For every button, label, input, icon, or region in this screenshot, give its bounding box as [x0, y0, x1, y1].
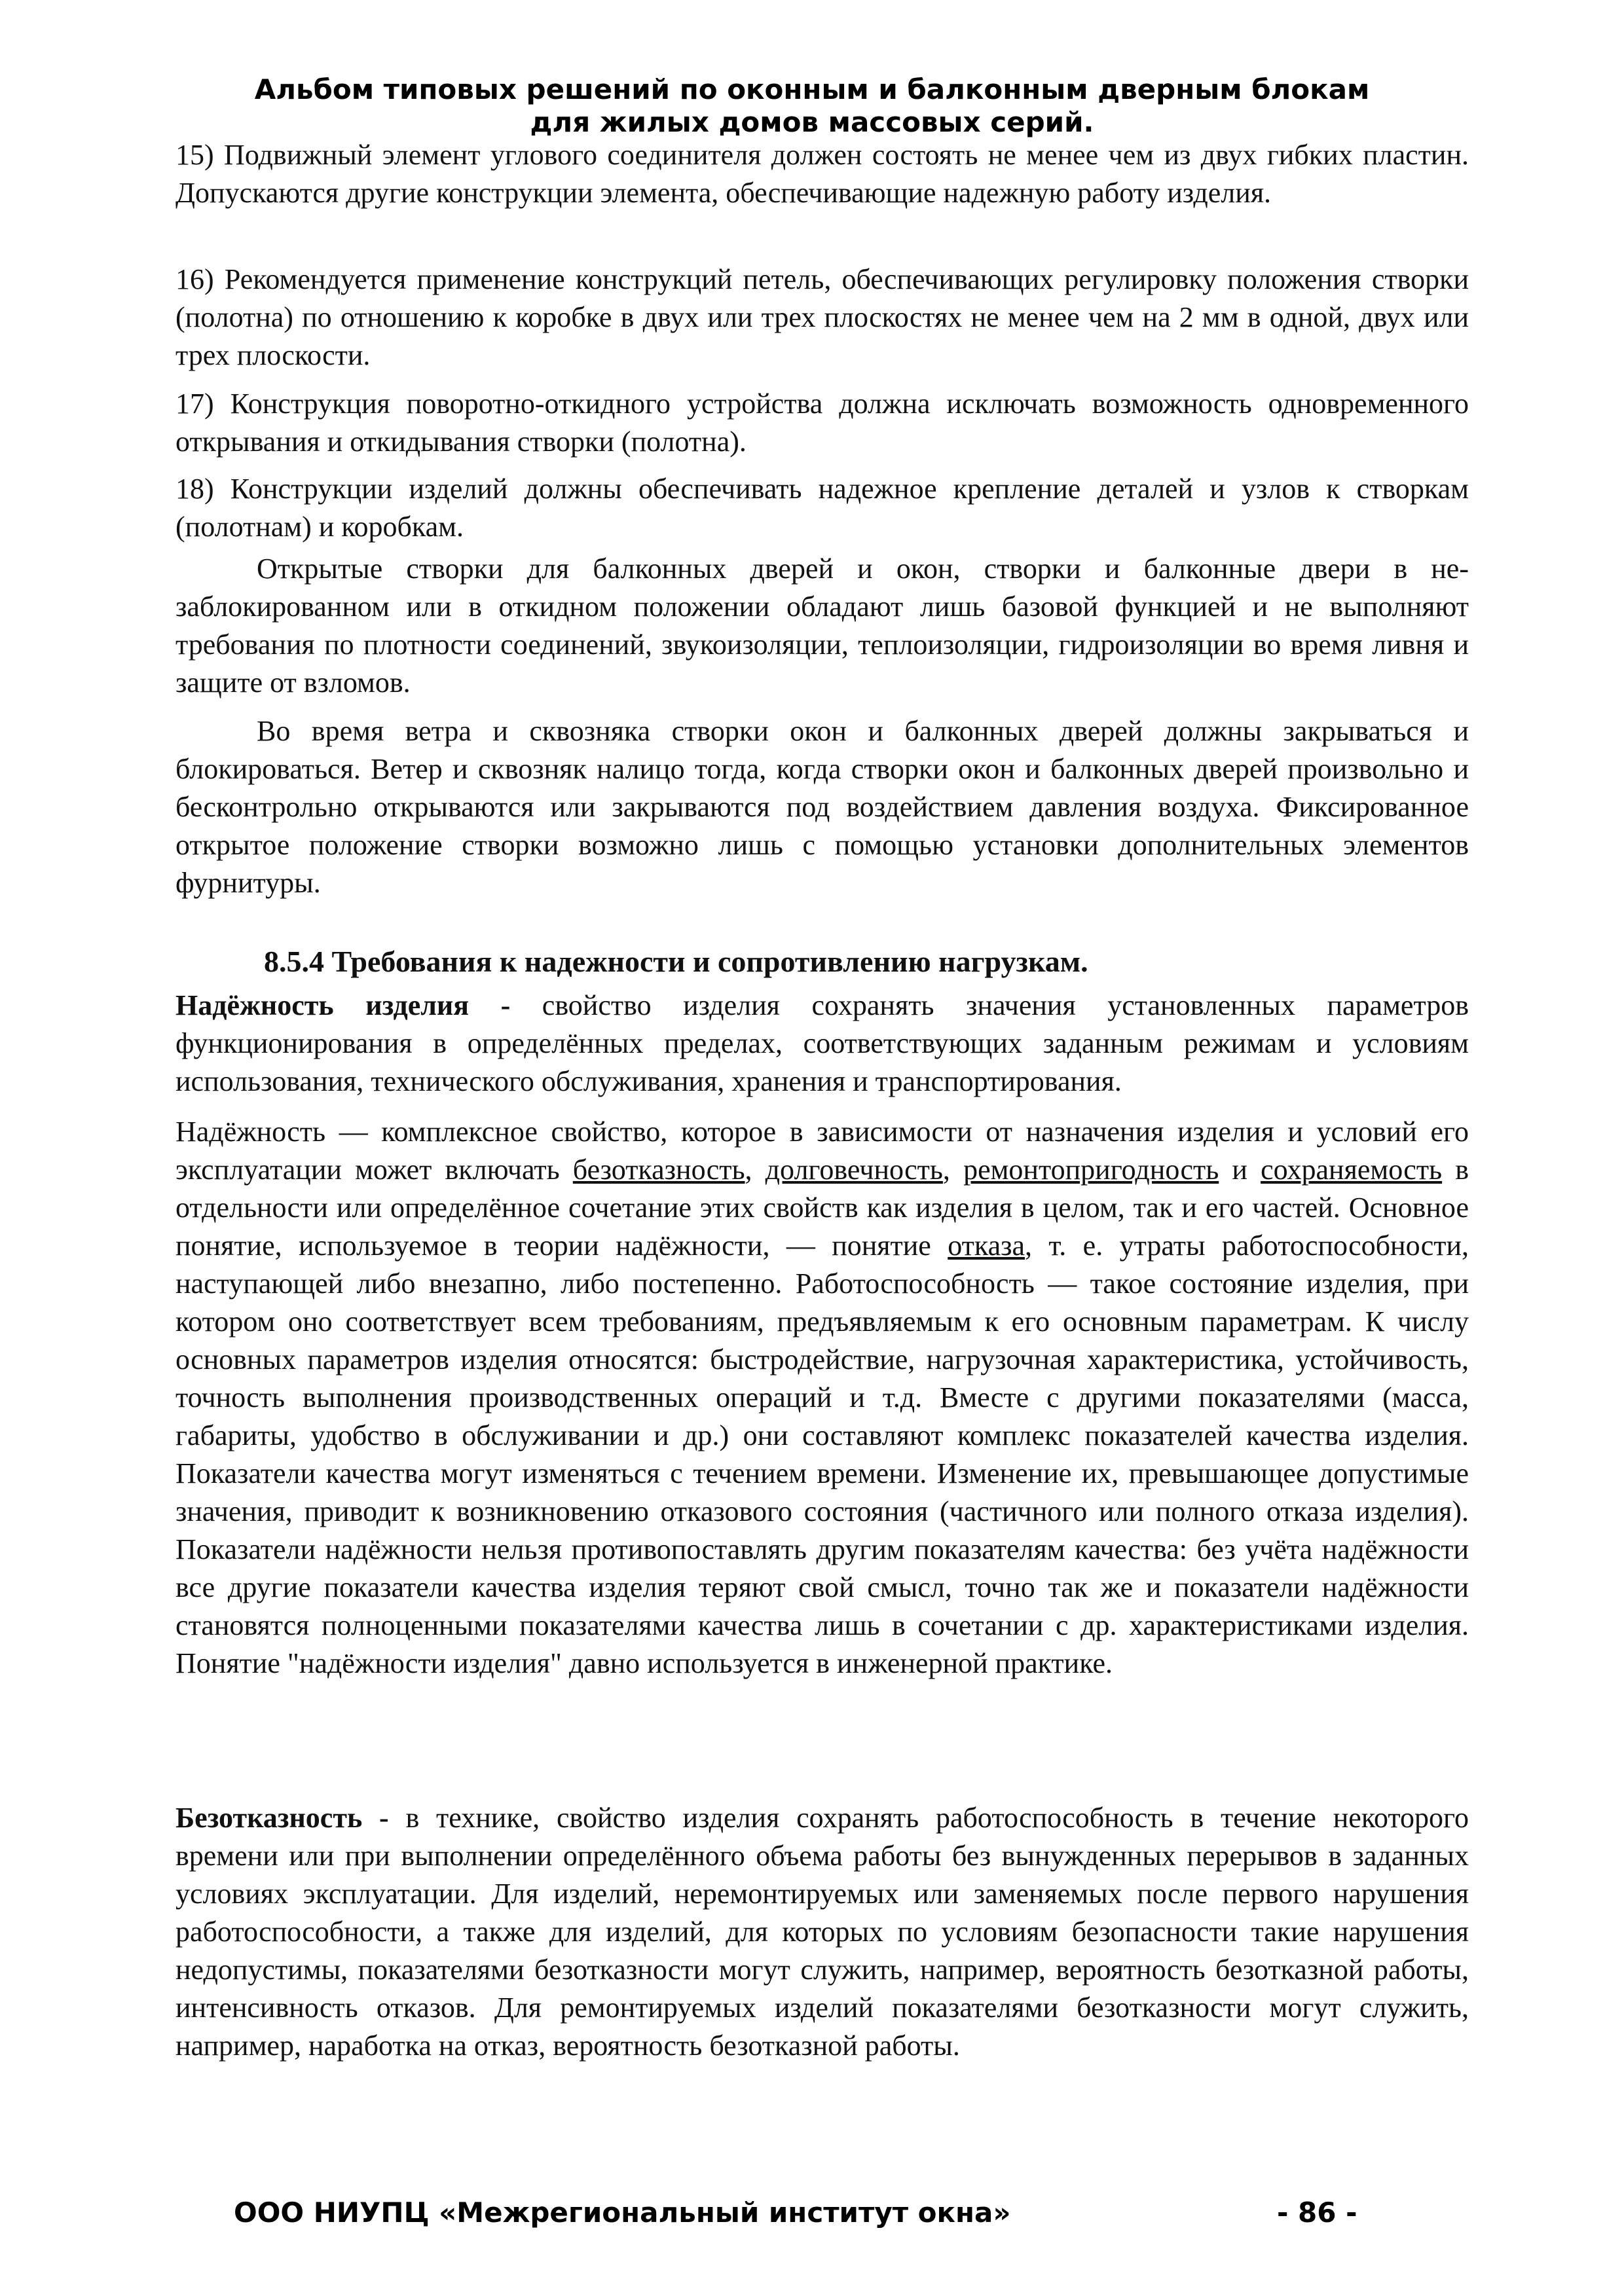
reliability-definition-text: свойство изделия сохранять значения установленных параметров функционирования в определённых пределах, соответствующих заданным режимам и условиям использования, технического обслуживания, хранения и транспортирования.: [175, 989, 1469, 1097]
page-number: - 86 -: [1277, 2196, 1357, 2229]
header-title-line2: для жилых домов массовых серий.: [530, 106, 1094, 138]
p2-text-2: в отдельности или определённое сочетание этих свойств как изделия в целом, так и его частей. Основное понятие, используемое в теории надёжности, — понятие: [175, 1154, 1469, 1262]
link-remontoprigodnost[interactable]: ремонтопригодность: [963, 1154, 1219, 1186]
link-otkaz[interactable]: отказа: [948, 1230, 1025, 1262]
link-sokhranyaemost[interactable]: сохраняемость: [1261, 1154, 1443, 1186]
header-title-line1: Альбом типовых решений по оконным и балконным дверным блокам: [254, 73, 1370, 105]
paragraph-open-sashes: Открытые створки для балконных дверей и окон, створки и балконные двери в не-заблокированном или в откидном положении обладают лишь базовой функцией и не выполняют требования по плотности соединений, звукоизоляции, теплоизоляции, гидроизоляции во время ливня и защите от взломов.: [175, 553, 1469, 699]
term-bezotkaznost: Безотказность -: [175, 1802, 389, 1834]
list-item-15: 15) Подвижный элемент углового соединителя должен состоять не менее чем из двух гибких пластин. Допускаются другие конструкции элемента, обеспечивающие надежную работу изделия.: [175, 139, 1469, 209]
term-reliability: Надёжность изделия -: [175, 989, 511, 1021]
paragraph-reliability-complex: [175, 1113, 1469, 1683]
footer-organization: ООО НИУПЦ «Межрегиональный институт окна»: [234, 2196, 1011, 2229]
page-header: [0, 73, 1624, 139]
list-item-16: 16) Рекомендуется применение конструкций петель, обеспечивающих регулировку положения створки (полотна) по отношению к коробке в двух или трех плоскостях не менее чем на 2 мм в одной, двух или трех плоскости.: [175, 263, 1469, 371]
section-heading: 8.5.4 Требования к надежности и сопротивлению нагрузкам.: [264, 945, 1088, 978]
p2-sep-3: и: [1219, 1154, 1261, 1186]
list-item-18: 18) Конструкции изделий должны обеспечивать надежное крепление деталей и узлов к створкам (полотнам) и коробкам.: [175, 473, 1469, 543]
link-bezotkaznost[interactable]: безотказность: [572, 1154, 745, 1186]
paragraph-wind: Во время ветра и сквозняка створки окон и балконных дверей должны закрываться и блокироваться. Ветер и сквозняк налицо тогда, когда створки окон и балконных дверей произвольно и бесконтрольно открываются или закрываются под воздействием давления воздуха. Фиксированное открытое положение створки возможно лишь с помощью установки дополнительных элементов фурнитуры.: [175, 715, 1469, 899]
p2-sep-1: ,: [745, 1154, 766, 1186]
bezotkaznost-definition-text: в технике, свойство изделия сохранять работоспособность в течение некоторого времени или при выполнении определённого объема работы без вынужденных перерывов в заданных условиях эксплуатации. Для изделий, неремонтируемых или заменяемых после первого нарушения работоспособности, а также для изделий, для которых по условиям безопасности такие нарушения недопустимы, показателями безотказности могут служить, например, вероятность безотказной работы, интенсивность отказов. Для ремонтируемых изделий показателями безотказности могут служить, например, наработка на отказ, вероятность безотказной работы.: [175, 1802, 1469, 2062]
p2-sep-2: ,: [942, 1154, 964, 1186]
paragraph-bezotkaznost: [175, 1799, 1469, 2065]
p2-text-3: , т. е. утраты работоспособности, наступающей либо внезапно, либо постепенно. Работоспособность — такое состояние изделия, при котором оно соответствует всем требованиям, предъявляемым к его основным параметрам. К числу основных параметров изделия относятся: быстродействие, нагрузочная характеристика, устойчивость, точность выполнения производственных операций и т.д. Вместе с другими показателями (масса, габариты, удобство в обслуживании и др.) они составляют комплекс показателей качества изделия. Показатели качества могут изменяться с течением времени. Изменение их, превышающее допустимые значения, приводит к возникновению отказового состояния (частичного или полного отказа изделия). Показатели надёжности нельзя противопоставлять другим показателям качества: без учёта надёжности все другие показатели качества изделия теряют свой смысл, точно так же и показатели надёжности становятся полноценными показателями качества лишь в сочетании с др. характеристиками изделия. Понятие "надёжности изделия" давно используется в инженерной практике.: [175, 1230, 1469, 1679]
link-dolgovechnost[interactable]: долговечность: [765, 1154, 943, 1186]
paragraph-reliability-definition: [175, 987, 1469, 1101]
p2-text-1: Надёжность — комплексное свойство, которое в зависимости от назначения изделия и условий его эксплуатации может включать: [175, 1116, 1469, 1186]
list-item-17: 17) Конструкция поворотно-откидного устройства должна исключать возможность одновременного открывания и откидывания створки (полотна).: [175, 388, 1469, 458]
page-footer: [0, 2193, 1624, 2232]
